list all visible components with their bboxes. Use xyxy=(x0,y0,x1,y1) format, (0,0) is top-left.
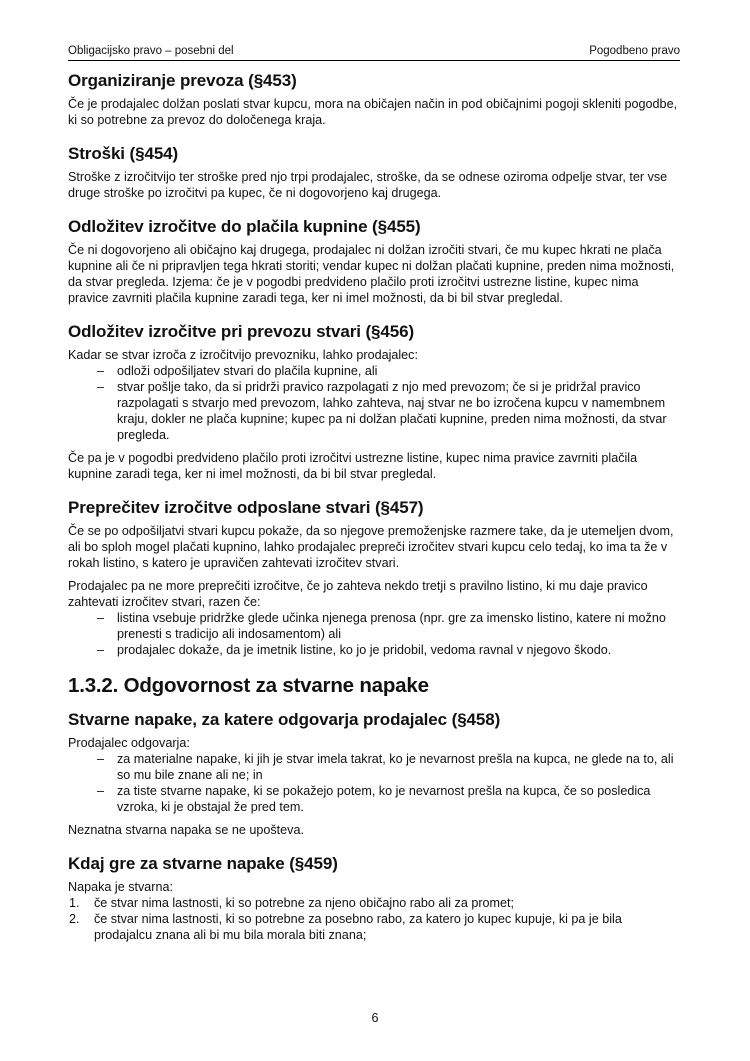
list-item-text: prodajalec dokaže, da je imetnik listine, ko jo je pridobil, vedoma ravnal v njegovo škodo. xyxy=(117,643,612,657)
section-455 xyxy=(68,216,680,306)
section-454 xyxy=(68,143,680,201)
section-456 xyxy=(68,321,680,482)
list-item-text: odloži odpošiljatev stvari do plačila kupnine, ali xyxy=(117,364,378,378)
section-paragraph: Če se po odpošiljatvi stvari kupcu pokaže, da so njegove premoženjske razmere take, da je utemeljen dvom, ali bo sploh mogel plačati kupnino, lahko prodajalec prepreči izročitev stvari kupcu celo tedaj, ko ima ta že v rokah listino, s katero je upravičen zahtevati izročitev stvari. xyxy=(68,524,674,570)
section-heading: Odložitev izročitve pri prevozu stvari (§456) xyxy=(68,322,415,341)
section-heading: Kdaj gre za stvarne napake (§459) xyxy=(68,854,338,873)
dash-list xyxy=(68,610,680,658)
running-header xyxy=(68,44,680,61)
section-heading: Stvarne napake, za katere odgovarja prodajalec (§458) xyxy=(68,710,501,729)
chapter-heading: 1.3.2. Odgovornost za stvarne napake xyxy=(68,674,429,697)
section-heading: Odložitev izročitve do plačila kupnine (§455) xyxy=(68,217,421,236)
header-right-title: Pogodbeno pravo xyxy=(589,45,680,57)
section-intro: Prodajalec odgovarja: xyxy=(68,736,190,750)
section-453 xyxy=(68,70,680,128)
list-item-text: listina vsebuje pridržke glede učinka njenega prenosa (npr. gre za imensko listino, katere ni možno prenesti s tradicijo ali indosamentom) ali xyxy=(117,611,666,641)
list-item xyxy=(68,895,680,911)
list-item-text: za tiste stvarne napake, ki se pokažejo potem, ko je nevarnost prešla na kupca, če so posledica vzroka, ki je obstajal že pred tem. xyxy=(117,784,651,814)
section-paragraph: Če pa je v pogodbi predvideno plačilo proti izročitvi ustrezne listine, kupec nima pravice zavrniti plačila kupnine zaradi tega, ker ni imel možnosti, da bi bil stvar pregledal. xyxy=(68,451,638,481)
list-item xyxy=(68,783,680,815)
dash-bullet: – xyxy=(97,364,105,378)
list-item-text: za materialne napake, ki jih je stvar imela takrat, ko je nevarnost prešla na kupca, ne glede na to, ali so mu bile znane ali ne; in xyxy=(117,752,674,782)
list-item xyxy=(68,911,680,943)
section-heading: Stroški (§454) xyxy=(68,144,179,163)
list-item-text: stvar pošlje tako, da si pridrži pravico razpolagati z njo med prevozom; če si je pridržal pravico razpolagati s stvarjo med prevozom, lahko zahteva, naj stvar ne bo izročena kupcu v namembnem kraju, dokler ne plača kupnine; kupec pa ni dolžan plačati kupnine, preden nima možnosti, da stvar pregleda. xyxy=(117,380,667,442)
list-number: 1. xyxy=(69,896,80,910)
section-heading: Organiziranje prevoza (§453) xyxy=(68,71,297,90)
section-459 xyxy=(68,853,680,943)
list-item xyxy=(68,379,680,443)
section-paragraph: Stroške z izročitvijo ter stroške pred njo trpi prodajalec, stroške, da se odnese oziroma odpelje stvar, ter vse druge stroške po izročitvi pa kupec, če ni dogovorjeno kaj drugega. xyxy=(68,170,668,200)
dash-list xyxy=(68,363,680,443)
section-closing: Neznatna stvarna napaka se ne upošteva. xyxy=(68,823,304,837)
list-item xyxy=(68,610,680,642)
dash-bullet: – xyxy=(97,611,105,625)
section-457 xyxy=(68,497,680,658)
list-item xyxy=(68,751,680,783)
page-number: 6 xyxy=(371,1011,379,1025)
section-paragraph: Če ni dogovorjeno ali običajno kaj drugega, prodajalec ni dolžan izročiti stvari, če mu kupec hkrati ne plača kupnine ali če ni pripravljen tega hkrati storiti; vendar kupec ni dolžan plačati kupnine, preden nima možnosti, da stvar pregleda. Izjema: če je v pogodbi predvideno plačilo proti izročitvi ustrezne listine, kupec nima pravice zavrniti plačila kupnine zaradi tega, ker ni imel možnosti, da bi bil stvar pregledal. xyxy=(68,243,675,305)
list-item-text: če stvar nima lastnosti, ki so potrebne za njeno običajno rabo ali za promet; xyxy=(94,896,515,910)
dash-bullet: – xyxy=(97,784,105,798)
dash-bullet: – xyxy=(97,752,105,766)
section-intro: Napaka je stvarna: xyxy=(68,880,174,894)
dash-bullet: – xyxy=(97,380,105,394)
header-left-title: Obligacijsko pravo – posebni del xyxy=(68,45,234,57)
section-paragraph: Če je prodajalec dolžan poslati stvar kupcu, mora na običajen način in pod običajnimi pogoji skleniti pogodbe, ki so potrebne za prevoz do določenega kraja. xyxy=(68,97,678,127)
section-458 xyxy=(68,709,680,838)
dash-bullet: – xyxy=(97,643,105,657)
page-content xyxy=(68,70,680,958)
list-item xyxy=(68,642,680,658)
dash-list xyxy=(68,751,680,815)
section-paragraph: Prodajalec pa ne more preprečiti izročitve, če jo zahteva nekdo tretji s pravilno listino, ki mu daje pravico zahtevati izročitev stvari, razen če: xyxy=(68,579,648,609)
section-intro: Kadar se stvar izroča z izročitvijo prevozniku, lahko prodajalec: xyxy=(68,348,418,362)
list-item xyxy=(68,363,680,379)
list-number: 2. xyxy=(69,912,80,926)
section-heading: Preprečitev izročitve odposlane stvari (§457) xyxy=(68,498,424,517)
numbered-list xyxy=(68,895,680,943)
list-item-text: če stvar nima lastnosti, ki so potrebne za posebno rabo, za katero jo kupec kupuje, ki pa je bila prodajalcu znana ali bi mu bila morala biti znana; xyxy=(94,912,622,942)
